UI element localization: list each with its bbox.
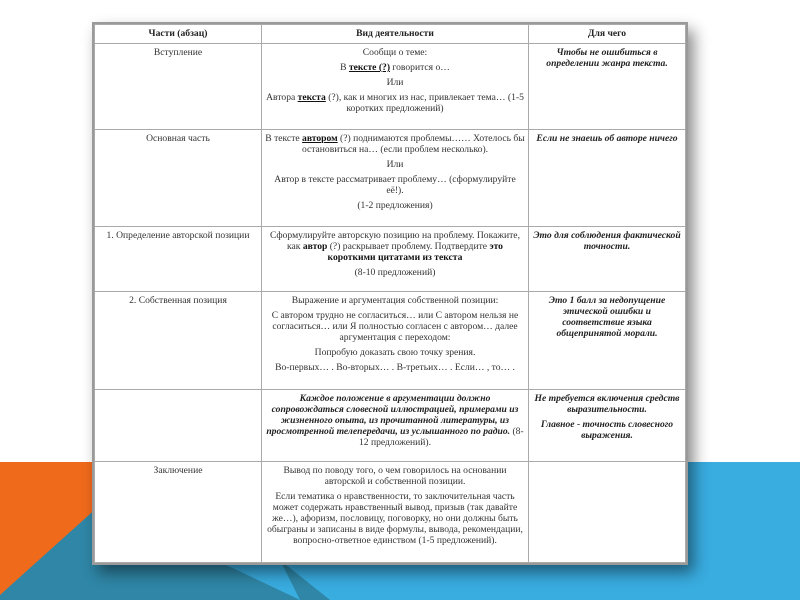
table-row [95, 44, 686, 130]
cell-paragraph [98, 465, 258, 476]
text-segment: Это 1 балл за недопущение этической ошибки и соответствие языка общепринятой морали. [548, 294, 666, 339]
text-segment: Чтобы не ошибиться в определении жанра текста. [546, 47, 668, 69]
text-segment: это короткими цитатами из текста [327, 241, 503, 264]
text-segment: Если тематика о нравственности, то заключительная часть может содержать нравственный вывод, призыв (так давайте же…), афоризм, пословицу, поговорку, но они должны быть обыграны и записаны в виде формулы, вывода, рекомендации, вопросно-ответное единством (1-5 предложений). [267, 491, 523, 546]
cell-paragraph [98, 230, 258, 241]
text-segment: (?) поднимаются проблемы…… Хотелось бы остановиться на… (если проблем несколько). [301, 132, 525, 155]
part-cell [95, 291, 262, 389]
activity-cell [262, 389, 529, 461]
table-row [95, 227, 686, 292]
purpose-cell [529, 291, 686, 389]
header-purpose: Для чего [529, 25, 686, 44]
text-segment: Автор в тексте рассматривает проблему… (сформулируйте её!). [274, 173, 516, 196]
text-segment: (?), как и многих из нас, привлекает тема… (1-5 коротких предложений) [325, 92, 524, 114]
text-segment: (8-10 предложений) [354, 267, 436, 279]
text-segment: 1. Определение авторской позиции [106, 230, 250, 242]
text-segment: Главное - точность словесного выражения. [540, 418, 674, 441]
text-segment: автор [302, 241, 328, 253]
cell-paragraph [265, 230, 525, 263]
text-segment: Заключение [153, 465, 203, 476]
cell-paragraph [98, 47, 258, 58]
table-row [95, 291, 686, 389]
cell-paragraph [532, 393, 682, 415]
cell-paragraph [265, 92, 525, 114]
cell-paragraph [265, 62, 525, 73]
text-segment: 2. Собственная позиция [129, 294, 227, 306]
text-segment: Сообщи о теме: [362, 47, 428, 58]
purpose-cell [529, 129, 686, 227]
purpose-cell [529, 44, 686, 130]
text-segment: Каждое положение в аргументации должно сопровождаться словесной иллюстрацией, примерами из жизненного опыта, из прочитанной литературы, из просмотренной телепередачи, из услышанного по радио. [266, 392, 519, 437]
text-segment: В [340, 62, 349, 73]
document-image [92, 22, 688, 565]
essay-structure-table [94, 24, 686, 563]
text-segment: говорится о… [390, 62, 450, 73]
part-cell [95, 389, 262, 461]
table-row [95, 389, 686, 461]
cell-paragraph [265, 47, 525, 58]
header-parts: Части (абзац) [95, 25, 262, 44]
cell-paragraph [265, 347, 525, 358]
text-segment: Не требуется включения средств выразительности. [534, 392, 680, 415]
cell-paragraph [265, 133, 525, 155]
text-segment: Или [386, 77, 404, 88]
table-row [95, 129, 686, 227]
text-segment: Автора [266, 92, 298, 103]
cell-paragraph [265, 174, 525, 196]
text-segment: Или [386, 158, 404, 170]
cell-paragraph [532, 133, 682, 144]
cell-paragraph [532, 295, 682, 339]
cell-paragraph [98, 295, 258, 306]
table-row [95, 462, 686, 563]
activity-cell [262, 291, 529, 389]
purpose-cell [529, 227, 686, 292]
text-segment: (8-12 предложений). [358, 425, 524, 448]
part-cell [95, 227, 262, 292]
activity-cell [262, 129, 529, 227]
text-segment: Выражение и аргументация собственной позиции: [291, 294, 499, 306]
text-segment: Вступление [153, 47, 203, 58]
purpose-cell [529, 389, 686, 461]
cell-paragraph [265, 295, 525, 306]
text-segment: Сформулируйте авторскую позицию на проблему. Покажите, как [270, 230, 520, 253]
cell-paragraph [265, 200, 525, 211]
text-segment: (?) раскрывает проблему. Подтвердите [327, 241, 490, 253]
cell-paragraph [532, 47, 682, 69]
part-cell [95, 44, 262, 130]
text-segment: тексте (?) [348, 62, 391, 73]
text-segment: Вывод по поводу того, о чем говорилось на основании авторской и собственной позиции. [283, 465, 507, 487]
cell-paragraph [532, 419, 682, 441]
cell-paragraph [265, 310, 525, 343]
header-activity: Вид деятельности [262, 25, 529, 44]
text-segment: С автором трудно не согласиться… или С автором нельзя не согласиться… или Я полностью согласен с автором… далее аргументация с переходом: [271, 309, 519, 343]
text-segment: (1-2 предложения) [357, 199, 433, 211]
cell-paragraph [532, 230, 682, 252]
cell-paragraph [265, 267, 525, 278]
cell-paragraph [265, 362, 525, 373]
table-header-row [95, 25, 686, 44]
text-segment: В тексте [265, 132, 303, 144]
cell-paragraph [98, 133, 258, 144]
text-segment: Попробую доказать свою точку зрения. [314, 346, 476, 358]
activity-cell [262, 462, 529, 563]
cell-paragraph [265, 465, 525, 487]
text-segment: Это для соблюдения фактической точности. [533, 230, 681, 253]
part-cell [95, 129, 262, 227]
purpose-cell [529, 462, 686, 563]
text-segment: Если не знаешь об авторе ничего [536, 132, 678, 144]
text-segment: текста [297, 92, 326, 103]
text-segment: Во-первых… . Во-вторых… . В-третьих… . Если… , то… . [275, 361, 515, 373]
activity-cell [262, 227, 529, 292]
cell-paragraph [265, 77, 525, 88]
text-segment: Основная часть [146, 132, 210, 144]
cell-paragraph [265, 393, 525, 448]
text-segment: автором [302, 132, 338, 144]
cell-paragraph [265, 491, 525, 546]
cell-paragraph [265, 159, 525, 170]
part-cell [95, 462, 262, 563]
activity-cell [262, 44, 529, 130]
